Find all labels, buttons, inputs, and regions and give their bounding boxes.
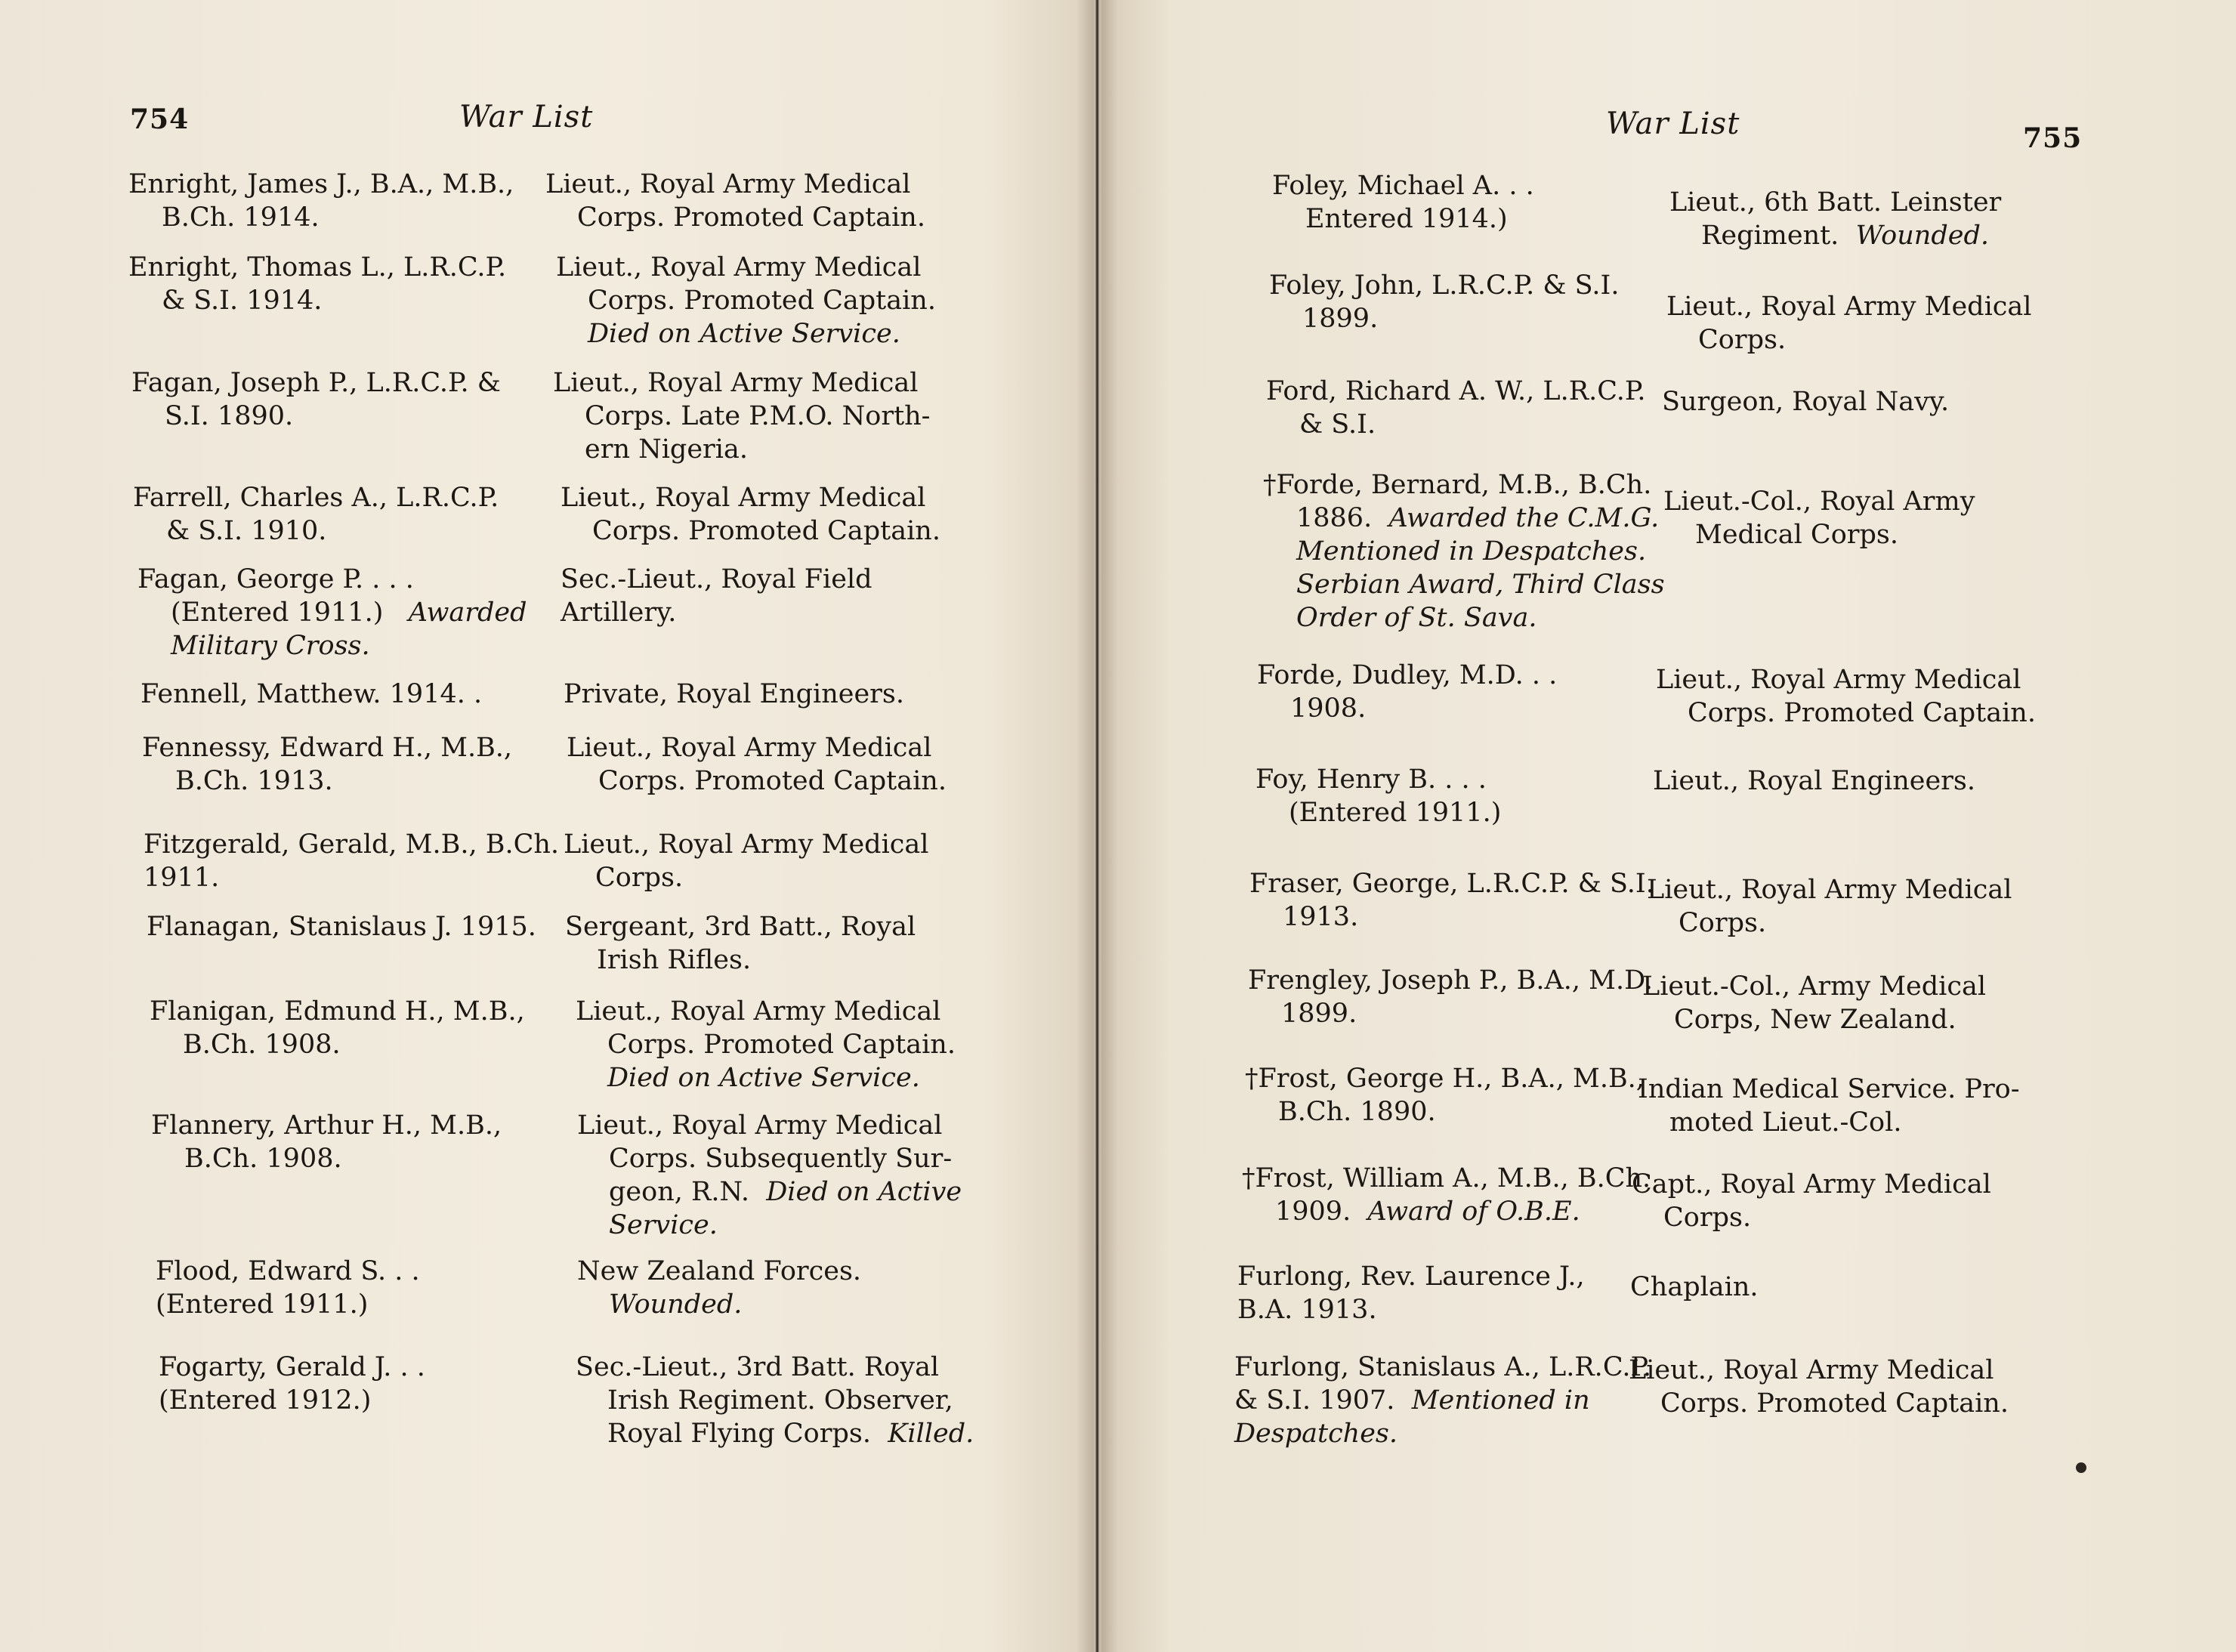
ink-spot: [2076, 1462, 2086, 1473]
entry-service-cont: Corps. Promoted Captain.: [607, 1030, 956, 1060]
entry-name: Fraser, George, L.R.C.P. & S.I.: [1249, 869, 1654, 899]
book-gutter: [1076, 0, 1118, 1652]
entry-service-cont: Regiment. Wounded.: [1701, 221, 1989, 251]
entry-name-cont: B.Ch. 1908.: [184, 1144, 342, 1174]
entry-service: Sec.-Lieut., 3rd Batt. Royal: [576, 1352, 940, 1382]
entry-name-note: Mentioned in Despatches.: [1296, 536, 1647, 567]
entry-name: Fennessy, Edward H., M.B.,: [142, 733, 513, 763]
right-page: [1101, 0, 2236, 1652]
entry-name: Foley, Michael A. . .: [1272, 171, 1534, 201]
entry-service-cont: Corps. Promoted Captain.: [577, 202, 925, 233]
entry-name: Fitzgerald, Gerald, M.B., B.Ch.: [144, 829, 560, 860]
entry-name-cont: 1909. Award of O.B.E.: [1275, 1197, 1580, 1227]
running-head: War List: [459, 100, 594, 134]
entry-name: Foy, Henry B. . . .: [1255, 764, 1487, 795]
entry-name-cont: S.I. 1890.: [165, 401, 294, 431]
entry-service-cont: Corps. Subsequently Sur-: [609, 1144, 953, 1174]
entry-name: Furlong, Stanislaus A., L.R.C.P.: [1234, 1352, 1652, 1382]
entry-service-cont: Corps. Promoted Captain.: [598, 766, 947, 796]
entry-service: Capt., Royal Army Medical: [1632, 1169, 1991, 1200]
entry-name: Fennell, Matthew. 1914. .: [141, 679, 483, 709]
entry-service-note: Wounded.: [609, 1289, 743, 1320]
entry-name-cont: & S.I. 1907. Mentioned in: [1234, 1385, 1590, 1416]
entry-name: Flanagan, Stanislaus J. 1915.: [147, 912, 536, 942]
entry-service-cont: Corps. Promoted Captain.: [592, 516, 940, 546]
entry-name-cont: & S.I. 1910.: [166, 516, 327, 546]
entry-service: Lieut., Royal Army Medical: [556, 252, 922, 283]
entry-name: Forde, Dudley, M.D. . .: [1257, 660, 1558, 690]
entry-name: Flanigan, Edmund H., M.B.,: [150, 996, 525, 1027]
entry-service-note: Service.: [609, 1210, 718, 1240]
entry-name-cont: 1886. Awarded the C.M.G.: [1296, 503, 1660, 533]
entry-service: Lieut., Royal Army Medical: [1666, 292, 2032, 322]
entry-name-note: Order of St. Sava.: [1296, 603, 1537, 633]
entry-service-cont: Royal Flying Corps. Killed.: [607, 1419, 974, 1449]
entry-name-cont: Entered 1914.): [1305, 204, 1508, 234]
entry-service-cont: Corps.: [1679, 908, 1767, 938]
entry-name: Flood, Edward S. . .: [156, 1256, 420, 1286]
entry-service: Sergeant, 3rd Batt., Royal: [565, 912, 916, 942]
entry-service-cont: geon, R.N. Died on Active: [609, 1177, 962, 1207]
entry-name: Foley, John, L.R.C.P. & S.I.: [1269, 270, 1620, 301]
entry-name-note: Military Cross.: [171, 631, 370, 661]
entry-service-cont: ern Nigeria.: [585, 434, 748, 465]
entry-name-cont: (Entered 1911.): [1289, 798, 1502, 828]
entry-name: Fagan, Joseph P., L.R.C.P. &: [131, 368, 501, 398]
entry-service: Lieut., Royal Army Medical: [1656, 665, 2021, 695]
entry-name: Frengley, Joseph P., B.A., M.D.: [1248, 965, 1654, 996]
entry-name: Furlong, Rev. Laurence J.,: [1237, 1261, 1585, 1292]
entry-service: Lieut., 6th Batt. Leinster: [1669, 187, 2002, 218]
page-number: 754: [130, 103, 190, 135]
entry-name-cont: B.Ch. 1908.: [183, 1030, 341, 1060]
entry-service: Lieut., Royal Army Medical: [577, 1110, 943, 1141]
entry-service-cont: Corps. Promoted Captain.: [1660, 1388, 2009, 1419]
entry-service-cont: Irish Regiment. Observer,: [607, 1385, 953, 1416]
entry-service: Lieut.-Col., Royal Army: [1663, 486, 1975, 517]
entry-name: Fogarty, Gerald J. . .: [159, 1352, 425, 1382]
entry-service-cont: Medical Corps.: [1695, 520, 1899, 550]
entry-name-cont: 1911.: [144, 863, 220, 893]
entry-name-note: Serbian Award, Third Class: [1296, 570, 1665, 600]
entry-name-cont: & S.I. 1914.: [162, 286, 323, 316]
entry-name-cont: (Entered 1911.) Awarded: [171, 597, 527, 628]
entry-name-cont: 1913.: [1283, 902, 1359, 932]
entry-service-cont: Corps. Late P.M.O. North-: [585, 401, 931, 431]
entry-service-cont: Corps.: [1663, 1203, 1752, 1233]
entry-service: Lieut.-Col., Army Medical: [1642, 971, 1987, 1002]
page-number: 755: [2023, 122, 2083, 154]
entry-service: Lieut., Royal Army Medical: [567, 733, 932, 763]
entry-service-cont: Corps. Promoted Captain.: [588, 286, 936, 316]
entry-name: Fagan, George P. . . .: [137, 564, 414, 594]
entry-service: Lieut., Royal Army Medical: [576, 996, 941, 1027]
entry-service-cont: Corps.: [595, 863, 684, 893]
entry-name-cont: (Entered 1912.): [159, 1385, 372, 1416]
entry-name: †Frost, William A., M.B., B.Ch.: [1242, 1163, 1651, 1193]
entry-service-cont: Artillery.: [561, 597, 677, 628]
entry-service: Lieut., Royal Army Medical: [561, 483, 926, 513]
entry-name-cont: 1899.: [1302, 304, 1379, 334]
entry-name: Enright, James J., B.A., M.B.,: [128, 169, 514, 199]
entry-service: Lieut., Royal Army Medical: [564, 829, 929, 860]
entry-name-cont: B.Ch. 1914.: [162, 202, 320, 233]
entry-service: Lieut., Royal Army Medical: [545, 169, 911, 199]
entry-service: Lieut., Royal Army Medical: [553, 368, 919, 398]
entry-name-cont: & S.I.: [1299, 409, 1376, 440]
entry-name: Enright, Thomas L., L.R.C.P.: [128, 252, 507, 283]
entry-service-cont: Corps. Promoted Captain.: [1688, 698, 2036, 728]
entry-name-cont: 1908.: [1290, 693, 1367, 724]
entry-service-cont: moted Lieut.-Col.: [1669, 1107, 1902, 1138]
entry-service-cont: Corps, New Zealand.: [1674, 1005, 1956, 1035]
entry-name-cont: 1899.: [1281, 999, 1357, 1029]
entry-name: †Frost, George H., B.A., M.B.,: [1245, 1064, 1645, 1094]
entry-name-note: Despatches.: [1234, 1419, 1398, 1449]
entry-service-note: Died on Active Service.: [607, 1063, 920, 1093]
entry-name-cont: B.Ch. 1913.: [175, 766, 333, 796]
entry-name: †Forde, Bernard, M.B., B.Ch.: [1263, 470, 1652, 500]
entry-name: Ford, Richard A. W., L.R.C.P.: [1266, 376, 1646, 406]
running-head: War List: [1606, 107, 1740, 141]
left-page: [0, 0, 1094, 1652]
entry-service: Surgeon, Royal Navy.: [1662, 387, 1950, 417]
entry-service: Lieut., Royal Army Medical: [1629, 1355, 1994, 1385]
entry-service: Lieut., Royal Engineers.: [1653, 766, 1975, 796]
entry-service-note: Died on Active Service.: [588, 319, 900, 349]
entry-service: Sec.-Lieut., Royal Field: [561, 564, 872, 594]
entry-service: Private, Royal Engineers.: [564, 679, 905, 709]
entry-name-cont: (Entered 1911.): [156, 1289, 369, 1320]
entry-name-cont: B.A. 1913.: [1237, 1295, 1377, 1325]
entry-service-cont: Corps.: [1698, 325, 1787, 355]
entry-service-cont: Irish Rifles.: [597, 945, 752, 975]
entry-name-cont: B.Ch. 1890.: [1278, 1097, 1436, 1127]
entry-service: Indian Medical Service. Pro-: [1638, 1074, 2020, 1104]
entry-service: New Zealand Forces.: [577, 1256, 862, 1286]
entry-name: Flannery, Arthur H., M.B.,: [151, 1110, 502, 1141]
entry-service: Chaplain.: [1630, 1272, 1759, 1302]
entry-service: Lieut., Royal Army Medical: [1647, 875, 2012, 905]
entry-name: Farrell, Charles A., L.R.C.P.: [133, 483, 499, 513]
